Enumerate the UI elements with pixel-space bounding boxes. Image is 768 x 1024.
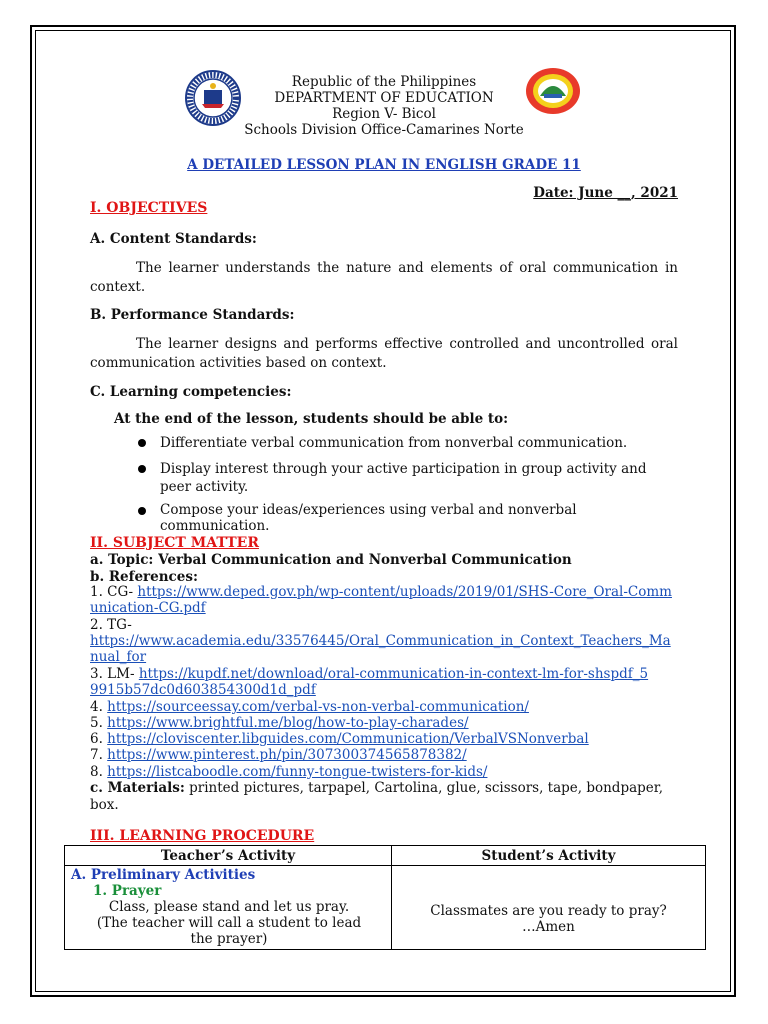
item-prayer: 1. Prayer xyxy=(93,883,162,899)
bullet-icon xyxy=(138,465,146,473)
document-date: Date: June __, 2021 xyxy=(533,185,678,201)
competency-text: Compose your ideas/experiences using verbal and nonverbal communication. xyxy=(160,502,577,534)
header-republic: Republic of the Philippines xyxy=(291,74,477,90)
competency-item xyxy=(138,460,678,496)
reference-number: 6. xyxy=(90,731,108,747)
performance-standards-label: B. Performance Standards: xyxy=(90,307,295,323)
document-title: A DETAILED LESSON PLAN IN ENGLISH GRADE 11 xyxy=(187,157,581,173)
reference-link[interactable]: https://sourceessay.com/verbal-vs-non-verbal-communication/ xyxy=(107,699,529,715)
header-department: DEPARTMENT OF EDUCATION xyxy=(274,90,494,106)
competency-item xyxy=(138,502,618,534)
competencies-intro: At the end of the lesson, students should be able to: xyxy=(114,411,509,427)
teacher-prayer-instruction: Class, please stand and let us pray. xyxy=(108,899,350,915)
learning-procedure-heading: III. LEARNING PROCEDURE xyxy=(90,828,315,844)
competency-item xyxy=(138,434,678,453)
learning-competencies-label: C. Learning competencies: xyxy=(90,384,292,400)
reference-number: 4. xyxy=(90,699,108,715)
content-standards-label: A. Content Standards: xyxy=(90,231,257,247)
reference-link[interactable]: https://www.deped.gov.ph/wp-content/uploads/2019/01/SHS-Core_Oral-Communication-CG.pdf xyxy=(90,584,672,616)
teacher-prayer-note: (The teacher will call a student to lead the prayer) xyxy=(96,915,362,947)
header-division: Schools Division Office-Camarines Norte xyxy=(244,122,524,138)
table-row xyxy=(65,866,706,950)
materials-text: printed pictures, tarpapel, Cartolina, glue, scissors, tape, bondpaper, box. xyxy=(90,780,664,813)
student-prayer-question: Classmates are you ready to pray? xyxy=(430,903,667,919)
section-preliminary: A. Preliminary Activities xyxy=(71,867,256,883)
bullet-icon xyxy=(138,507,146,515)
competency-text: Display interest through your active participation in group activity and peer activity. xyxy=(160,461,647,495)
table-header-row xyxy=(65,846,706,866)
reference-2 xyxy=(90,617,678,665)
reference-number: 5. xyxy=(90,715,108,731)
reference-8 xyxy=(90,764,487,780)
teacher-activity-cell xyxy=(65,866,392,950)
reference-link[interactable]: https://cloviscenter.libguides.com/Communication/VerbalVSNonverbal xyxy=(107,731,589,747)
reference-link[interactable]: https://www.pinterest.ph/pin/307300374565878382/ xyxy=(107,747,467,763)
bullet-icon xyxy=(138,439,146,447)
references-label: b. References: xyxy=(90,569,198,585)
student-prayer-response: …Amen xyxy=(522,919,575,935)
reference-number: 7. xyxy=(90,747,108,763)
reference-number: 2. TG- xyxy=(90,617,132,633)
performance-standards-text: The learner designs and performs effective controlled and uncontrolled oral communication activities based on context. xyxy=(90,336,678,371)
reference-1 xyxy=(90,584,678,616)
reference-7 xyxy=(90,747,467,763)
header-region: Region V- Bicol xyxy=(332,106,436,122)
reference-5 xyxy=(90,715,469,731)
reference-3 xyxy=(90,666,650,698)
reference-number: 8. xyxy=(90,764,108,780)
materials-line xyxy=(90,780,678,814)
content-standards-text: The learner understands the nature and elements of oral communication in context. xyxy=(90,260,678,295)
reference-link[interactable]: https://listcaboodle.com/funny-tongue-twisters-for-kids/ xyxy=(107,764,488,780)
materials-label: c. Materials: xyxy=(90,780,185,796)
objectives-heading: I. OBJECTIVES xyxy=(90,200,208,216)
student-activity-header: Student’s Activity xyxy=(392,846,706,866)
student-activity-cell xyxy=(392,866,706,950)
topic-line: a. Topic: Verbal Communication and Nonverbal Communication xyxy=(90,552,572,568)
reference-link[interactable]: https://kupdf.net/download/oral-communication-in-context-lm-for-shspdf_59915b57dc0d603854300d1d_pdf xyxy=(90,666,649,698)
reference-link[interactable]: https://www.brightful.me/blog/how-to-play-charades/ xyxy=(107,715,469,731)
reference-4 xyxy=(90,699,529,715)
procedure-table xyxy=(64,845,706,950)
reference-number: 3. LM- xyxy=(90,666,139,682)
teacher-activity-header: Teacher’s Activity xyxy=(65,846,392,866)
subject-matter-heading: II. SUBJECT MATTER xyxy=(90,535,259,551)
reference-number: 1. CG- xyxy=(90,584,138,600)
reference-6 xyxy=(90,731,589,747)
reference-link[interactable]: https://www.academia.edu/33576445/Oral_Communication_in_Context_Teachers_Manual_for xyxy=(90,633,671,665)
competency-text: Differentiate verbal communication from nonverbal communication. xyxy=(160,435,628,451)
